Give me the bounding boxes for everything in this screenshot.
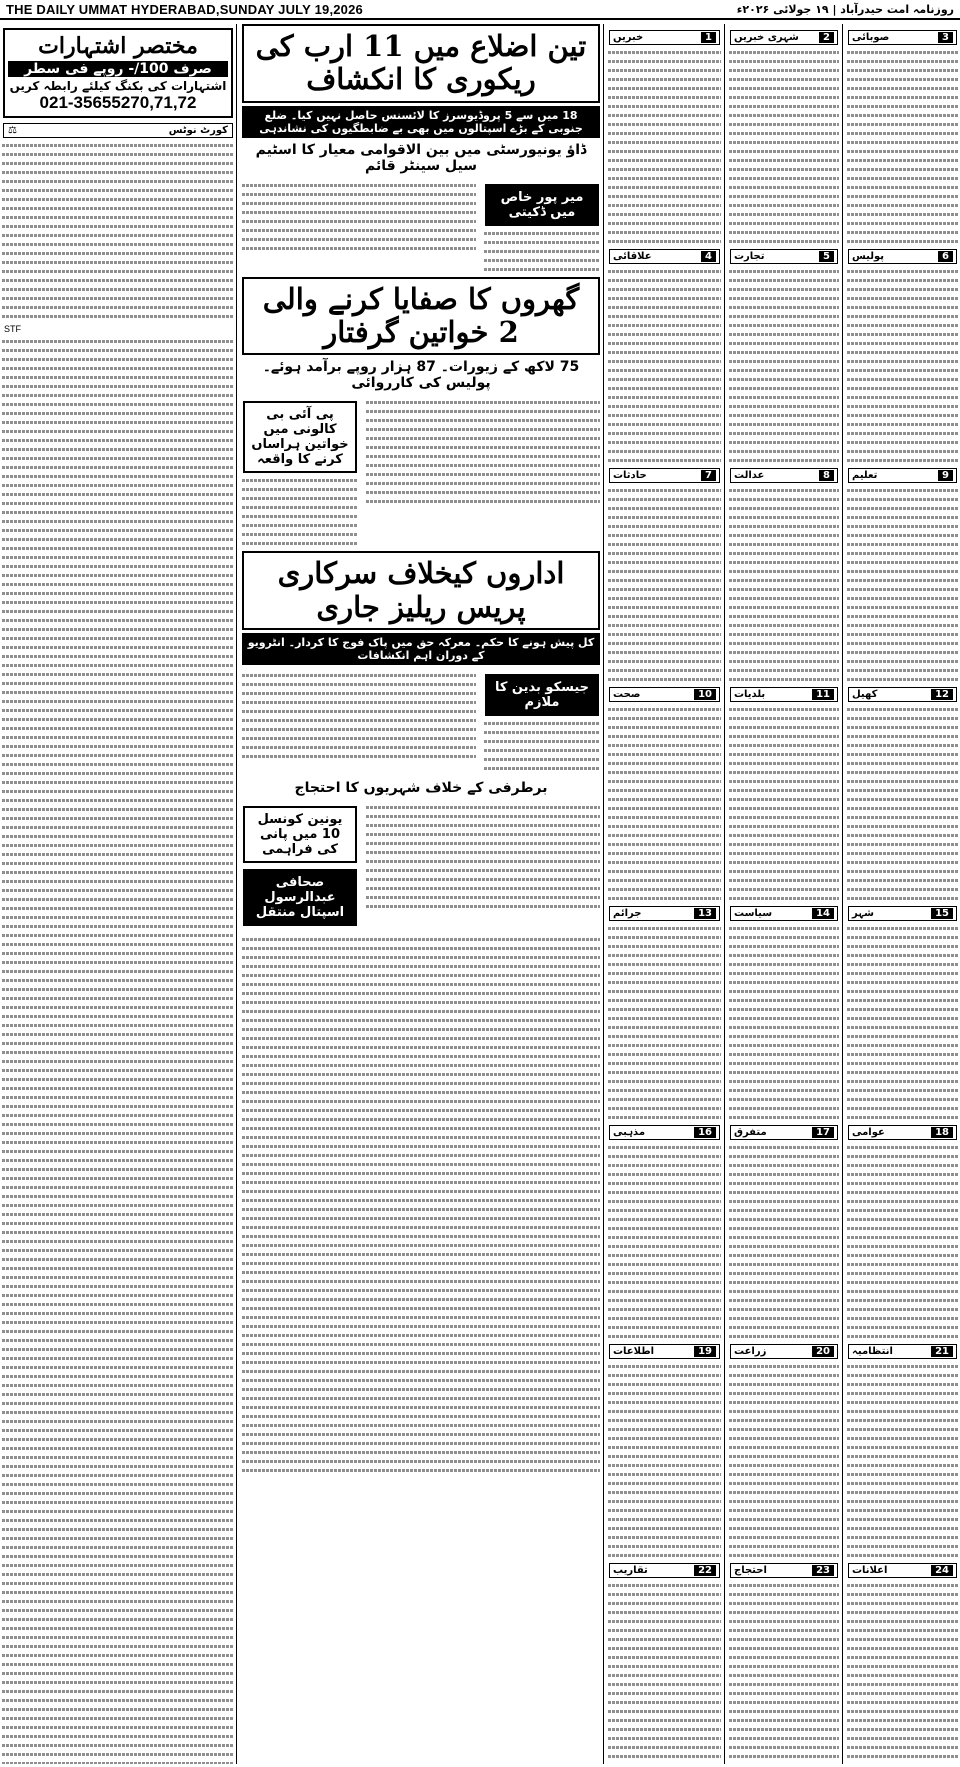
briefs-column-c [845,24,960,1764]
briefs-column-a [606,24,723,1764]
brief-number: 5 [819,251,834,262]
brief-text [727,489,841,681]
third-headline: اداروں کیخلاف سرکاری پریس ریلیز جاری [277,556,565,624]
story-text [364,800,602,932]
column-rule [236,24,237,1764]
classifieds-phone: 021-35655270,71,72 [39,93,197,112]
brief-title: عوامی [852,1127,885,1138]
brief-title: شہر [852,908,874,919]
brief-text [606,1584,723,1764]
brief-number: 17 [812,1127,834,1138]
column-rule [724,24,725,1764]
main-news-section [240,24,602,1764]
brief-label [730,906,838,921]
brief-title: حادثات [613,470,647,481]
brief-number: 11 [812,689,834,700]
brief-text [727,1365,841,1557]
brief-label [730,468,838,483]
brief-text [727,927,841,1119]
brief-text [727,708,841,900]
story-text [240,178,478,277]
sub-headline: برطرفی کے خلاف شہریوں کا احتجاج [294,780,548,797]
brief-label [848,1125,957,1140]
news-row [240,395,602,551]
brief-title: صوبائی [852,32,890,43]
story-text [240,668,478,776]
brief-text [606,1365,723,1557]
classifieds-title: مختصر اشتہارات [38,33,198,59]
brief-label [730,30,838,45]
classified-text-block [0,340,236,1764]
brief-title: پولیس [852,251,884,262]
lead-strip: 18 میں سے 5 پروڈیوسرز کا لائسنس حاصل نہیں کیا۔ ضلع جنوبی کے بڑے اسپتالوں میں بھی بے ضابطگیوں کی نشاندہی [242,106,600,138]
brief-text [845,489,960,681]
side-box [240,800,360,932]
brief-text [727,51,841,243]
masthead-english: THE DAILY UMMAT HYDERABAD,SUNDAY JULY 19,2026 [6,1,363,17]
brief-text [606,1146,723,1338]
brief-label [609,249,720,264]
brief-text [845,270,960,462]
brief-text [606,270,723,462]
brief-label [730,1563,838,1578]
side-box [482,668,602,776]
story-text [482,232,602,271]
brief-number: 12 [931,689,953,700]
brief-number: 8 [819,470,834,481]
news-row [240,800,602,932]
lead-headline: تین اضلاع میں 11 ارب کی ریکوری کا انکشاف [255,29,587,97]
brief-number: 7 [701,470,716,481]
column-rule [842,24,843,1764]
brief-title: سیاست [734,908,773,919]
brief-title: کھیل [852,689,878,700]
brief-label [609,1344,720,1359]
classifieds-rate: صرف 100/- روپے فی سطر [8,61,228,77]
brief-text [845,1365,960,1557]
side-box [240,395,360,551]
third-strip: کل پیش ہونے کا حکم۔ معرکہ حق میں پاک فوج کا کردار۔ انٹرویو کے دوران اہم انکشافات [242,633,600,665]
brief-number: 24 [931,1565,953,1576]
box-headline: میر پور خاص میں ڈکیتی [485,184,599,226]
brief-number: 14 [812,908,834,919]
brief-text [845,1146,960,1338]
brief-title: اعلانات [852,1565,888,1576]
brief-number: 4 [701,251,716,262]
sub-headline: ڈاؤ یونیورسٹی میں بین الاقوامی معیار کا اسٹیم سیل سینٹر قائم [255,141,587,174]
brief-number: 6 [938,251,953,262]
brief-label [848,249,957,264]
brief-title: بلدیات [734,689,766,700]
brief-title: تجارت [734,251,765,262]
brief-number: 20 [812,1346,834,1357]
brief-number: 16 [694,1127,716,1138]
box-headline: یونین کونسل 10 میں پانی کی فراہمی [243,806,357,863]
brief-number: 13 [694,908,716,919]
brief-number: 21 [931,1346,953,1357]
brief-number: 10 [694,689,716,700]
brief-label [609,30,720,45]
brief-number: 2 [819,32,834,43]
brief-label [609,1125,720,1140]
brief-text [727,270,841,462]
classified-text-block [0,144,236,318]
news-row [240,668,602,776]
brief-title: مذہبی [613,1127,646,1138]
brief-label [609,468,720,483]
brief-label [730,249,838,264]
brief-title: صحت [613,689,641,700]
story-text [240,938,602,1472]
brief-title: عدالت [734,470,765,481]
brief-text [845,1584,960,1764]
brief-text [606,708,723,900]
brief-label [848,906,957,921]
third-headline-box [242,551,600,630]
lead-headline-box [242,24,600,103]
brief-number: 18 [931,1127,953,1138]
brief-title: علاقائی [613,251,652,262]
brief-label [609,906,720,921]
brief-label [848,687,957,702]
brief-label [730,1125,838,1140]
brief-text [606,489,723,681]
story-text [364,395,602,551]
side-box [482,178,602,277]
brief-title: خبریں [613,32,644,43]
story-text [482,722,602,770]
brief-label [730,687,838,702]
brief-title: تعلیم [852,470,878,481]
brief-title: جرائم [613,908,642,919]
second-headline-box [242,277,600,356]
brief-number: 23 [812,1565,834,1576]
classifieds-column [0,24,236,1764]
brief-title: احتجاج [734,1565,767,1576]
court-notice-label [3,123,233,138]
brief-title: اطلاعات [613,1346,655,1357]
masthead-urdu: روزنامہ امت حیدرآباد | ۱۹ جولائی ۲۰۲۶ء [736,2,954,16]
box-headline: صحافی عبدالرسول اسپتال منتقل [243,869,357,926]
stf-mark: STF [4,324,21,334]
brief-label [609,1563,720,1578]
brief-label [848,1563,957,1578]
classifieds-booking: اشتہارات کی بکنگ کیلئے رابطہ کریں [9,79,227,93]
column-rule [603,24,604,1764]
brief-number: 15 [931,908,953,919]
brief-number: 9 [938,470,953,481]
brief-number: 22 [694,1565,716,1576]
brief-title: انتظامیہ [852,1346,893,1357]
brief-text [845,51,960,243]
brief-title: متفرق [734,1127,767,1138]
brief-title: تقاریب [613,1565,648,1576]
box-headline: پی آئی بی کالونی میں خواتین ہراساں کرنے کا واقعہ [243,401,357,473]
brief-number: 19 [694,1346,716,1357]
news-row [240,178,602,277]
brief-text [845,708,960,900]
masthead [0,0,960,20]
brief-title: شہری خبریں [734,32,799,43]
story-text [240,479,360,545]
brief-label [848,468,957,483]
box-headline: جیسکو بدین کا ملازم [485,674,599,716]
brief-text [606,927,723,1119]
brief-text [727,1584,841,1764]
brief-label [609,687,720,702]
court-notice-text: کورٹ نوٹس [168,125,228,136]
brief-text [606,51,723,243]
second-strip: 75 لاکھ کے زیورات۔ 87 ہزار روپے برآمد ہوئے۔ پولیس کی کارروائی [262,359,580,392]
brief-number: 1 [701,32,716,43]
gavel-icon: ⚖ [8,125,17,136]
brief-label [848,1344,957,1359]
brief-label [848,30,957,45]
briefs-column-b [727,24,841,1764]
brief-text [845,927,960,1119]
second-headline: گھروں کا صفایا کرنے والی 2 خواتین گرفتار [262,281,580,350]
brief-label [730,1344,838,1359]
classifieds-header [3,28,233,118]
brief-title: زراعت [734,1346,767,1357]
brief-text [727,1146,841,1338]
brief-number: 3 [938,32,953,43]
